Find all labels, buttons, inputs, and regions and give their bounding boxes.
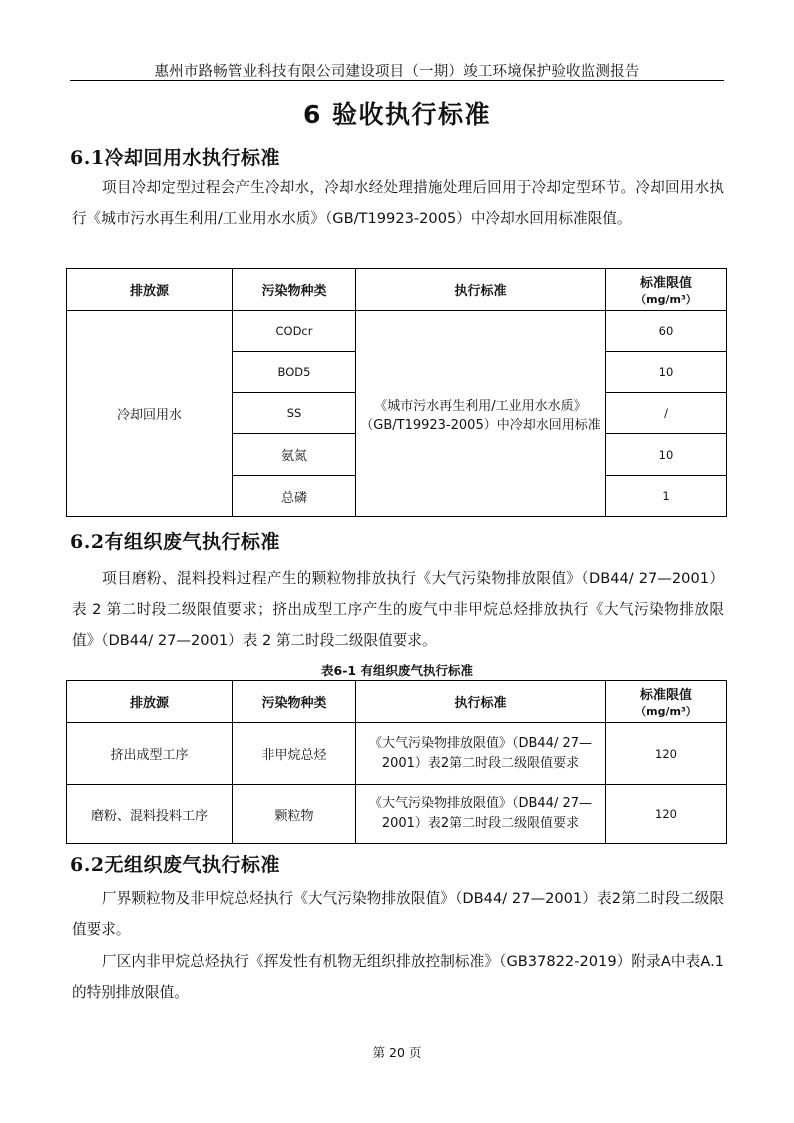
pollutant-cell: 非甲烷总烃 <box>233 723 356 785</box>
pollutant-cell: BOD5 <box>233 352 356 393</box>
header-standard: 执行标准 <box>356 269 606 311</box>
paragraph-organized-gas: 项目磨粉、混料投料过程产生的颗粒物排放执行《大气污染物排放限值》（DB44/ 27—2001）表 2 第二时段二级限值要求；挤出成型工序产生的废气中非甲烷总烃排放执行《大气污染物排放限值》（DB44/ 27—2001）表 2 第二时段二级限值要求。 <box>72 570 724 649</box>
table-row <box>67 311 727 352</box>
header-limit-unit: （mg/m³） <box>635 293 697 306</box>
header-limit-label: 标准限值 <box>639 276 692 291</box>
standard-cell: 《大气污染物排放限值》（DB44/ 27—2001）表2第二时段二级限值要求 <box>356 723 606 785</box>
limit-cell: 60 <box>606 311 727 352</box>
limit-cell: 1 <box>606 476 727 517</box>
source-cell: 挤出成型工序 <box>67 723 233 785</box>
table-row <box>67 723 727 785</box>
paragraph-cooling-water: 项目冷却定型过程会产生冷却水，冷却水经处理措施处理后回用于冷却定型环节。冷却回用水执行《城市污水再生利用/工业用水水质》（GB/T19923-2005）中冷却水回用标准限值。 <box>72 179 724 227</box>
limit-cell: / <box>606 393 727 434</box>
pollutant-cell: 氨氮 <box>233 434 356 476</box>
header-divider <box>70 80 724 81</box>
table-caption: 表6-1 有组织废气执行标准 <box>321 663 473 678</box>
standard-cell: 《大气污染物排放限值》（DB44/ 27—2001）表2第二时段二级限值要求 <box>356 785 606 844</box>
standard-cell: 《城市污水再生利用/工业用水水质》（GB/T19923-2005）中冷却水回用标准 <box>356 311 606 517</box>
table-header-row <box>67 269 727 311</box>
section-title-unorganized-gas: 6.2无组织废气执行标准 <box>70 854 281 876</box>
limit-cell: 10 <box>606 434 727 476</box>
header-limit-label: 标准限值 <box>639 688 692 703</box>
header-limit <box>606 681 727 723</box>
header-standard: 执行标准 <box>356 681 606 723</box>
section-title-cooling-water: 6.1冷却回用水执行标准 <box>70 147 281 169</box>
header-source: 排放源 <box>67 681 233 723</box>
page-number: 第 20 页 <box>372 1045 422 1060</box>
organized-gas-standard-table <box>66 680 727 844</box>
table-row <box>67 785 727 844</box>
table-header-row <box>67 681 727 723</box>
header-pollutant: 污染物种类 <box>233 681 356 723</box>
limit-cell: 120 <box>606 723 727 785</box>
pollutant-cell: SS <box>233 393 356 434</box>
pollutant-cell: 颗粒物 <box>233 785 356 844</box>
section-title-organized-gas: 6.2有组织废气执行标准 <box>70 531 281 553</box>
header-limit-unit: （mg/m³） <box>635 705 697 718</box>
cooling-water-standard-table <box>66 268 727 517</box>
limit-cell: 120 <box>606 785 727 844</box>
pollutant-cell: CODcr <box>233 311 356 352</box>
source-cell: 磨粉、混料投料工序 <box>67 785 233 844</box>
paragraph-unorganized-gas-2: 厂区内非甲烷总烃执行《挥发性有机物无组织排放控制标准》（GB37822-2019）附录A中表A.1的特别排放限值。 <box>72 953 724 1001</box>
report-header: 惠州市路畅管业科技有限公司建设项目（一期）竣工环境保护验收监测报告 <box>154 64 640 80</box>
chapter-title: 6 验收执行标准 <box>302 100 492 129</box>
source-cell: 冷却回用水 <box>67 311 233 517</box>
header-limit <box>606 269 727 311</box>
paragraph-unorganized-gas-1: 厂界颗粒物及非甲烷总烃执行《大气污染物排放限值》（DB44/ 27—2001）表2第二时段二级限值要求。 <box>72 890 724 938</box>
header-source: 排放源 <box>67 269 233 311</box>
pollutant-cell: 总磷 <box>233 476 356 517</box>
header-pollutant: 污染物种类 <box>233 269 356 311</box>
limit-cell: 10 <box>606 352 727 393</box>
